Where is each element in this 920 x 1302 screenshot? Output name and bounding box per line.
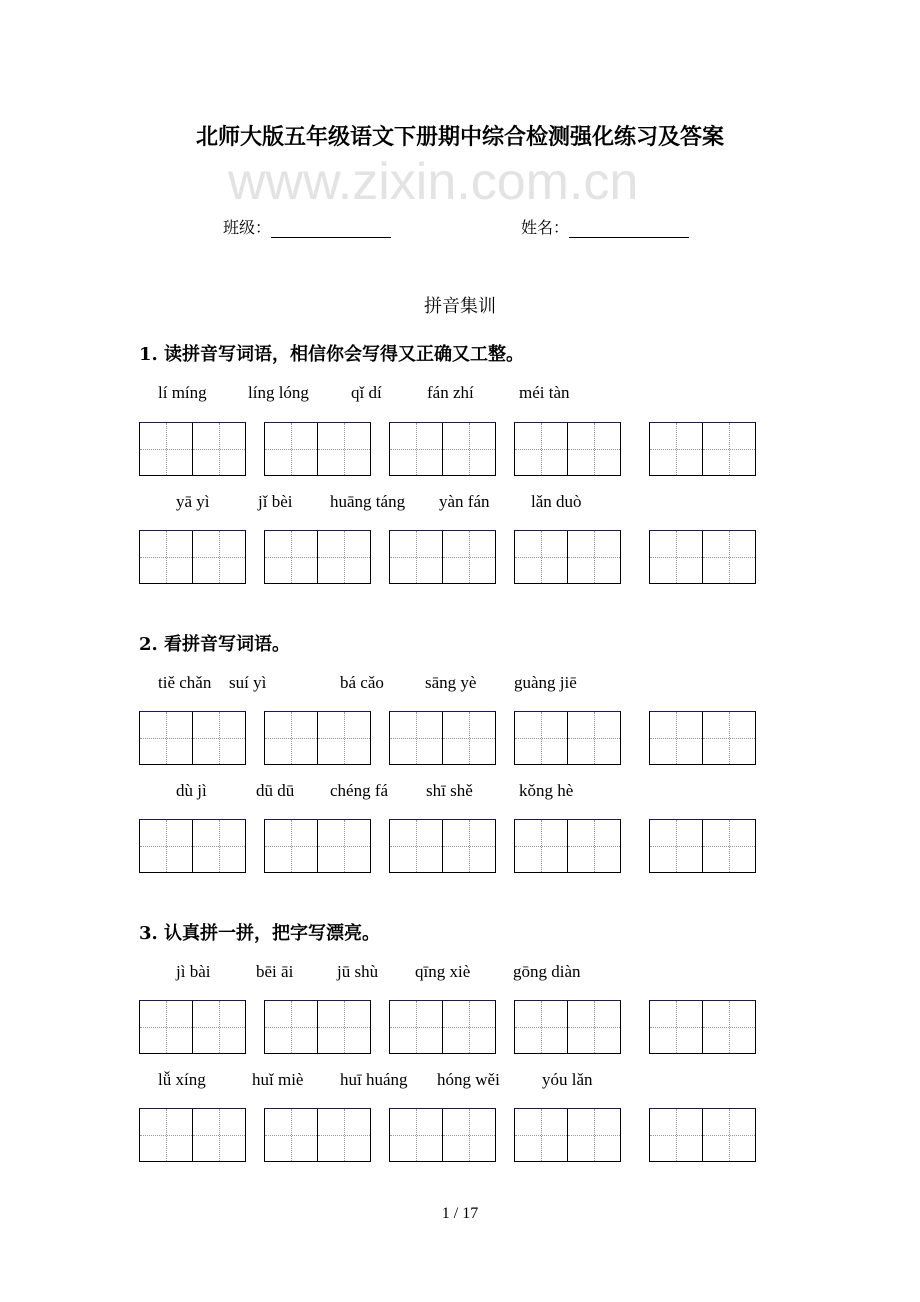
pinyin-label: hóng wěi bbox=[437, 1070, 500, 1089]
character-cell[interactable] bbox=[390, 712, 442, 764]
pinyin-label: sāng yè bbox=[425, 673, 477, 692]
character-cell[interactable] bbox=[140, 820, 192, 872]
writing-grid-box[interactable] bbox=[264, 530, 371, 584]
writing-grid-box[interactable] bbox=[389, 819, 496, 873]
character-cell[interactable] bbox=[442, 531, 495, 583]
section-heading: 拼音集训 bbox=[424, 296, 496, 317]
character-cell[interactable] bbox=[140, 712, 192, 764]
pinyin-label: lǎn duò bbox=[531, 492, 582, 511]
writing-grid-box[interactable] bbox=[649, 1108, 756, 1162]
character-cell[interactable] bbox=[390, 423, 442, 475]
character-cell[interactable] bbox=[192, 1109, 245, 1161]
character-cell[interactable] bbox=[192, 1001, 245, 1053]
character-cell[interactable] bbox=[192, 712, 245, 764]
pinyin-label: jū shù bbox=[337, 962, 379, 981]
pinyin-label: fán zhí bbox=[427, 383, 474, 402]
name-blank[interactable] bbox=[569, 221, 689, 238]
character-cell[interactable] bbox=[442, 423, 495, 475]
pinyin-label: chéng fá bbox=[330, 781, 389, 800]
pinyin-label: bá cǎo bbox=[340, 673, 384, 692]
pinyin-label: suí yì bbox=[229, 673, 267, 692]
class-label: 班级： bbox=[223, 218, 272, 237]
pinyin-label: qǐ dí bbox=[351, 383, 382, 402]
character-cell[interactable] bbox=[192, 423, 245, 475]
writing-grid-box[interactable] bbox=[139, 422, 246, 476]
character-cell[interactable] bbox=[390, 1001, 442, 1053]
pinyin-label: jǐ bèi bbox=[258, 492, 293, 511]
writing-grid-box[interactable] bbox=[514, 1108, 621, 1162]
character-cell[interactable] bbox=[567, 531, 620, 583]
character-cell[interactable] bbox=[390, 531, 442, 583]
writing-grid-box[interactable] bbox=[514, 1000, 621, 1054]
character-cell[interactable] bbox=[702, 712, 755, 764]
question-heading: 2. 看拼音写词语。 bbox=[139, 634, 291, 655]
page-title: 北师大版五年级语文下册期中综合检测强化练习及答案 bbox=[195, 124, 724, 150]
pinyin-label: jì bài bbox=[176, 962, 211, 981]
character-cell[interactable] bbox=[442, 1001, 495, 1053]
character-cell[interactable] bbox=[442, 1109, 495, 1161]
writing-grid-box[interactable] bbox=[649, 1000, 756, 1054]
writing-grid-box[interactable] bbox=[264, 1000, 371, 1054]
character-cell[interactable] bbox=[650, 1109, 702, 1161]
pinyin-label: líng lóng bbox=[248, 383, 309, 402]
pinyin-label: yóu lǎn bbox=[542, 1070, 593, 1089]
character-cell[interactable] bbox=[702, 423, 755, 475]
character-cell[interactable] bbox=[650, 423, 702, 475]
pinyin-label: yàn fán bbox=[439, 492, 490, 511]
writing-grid-box[interactable] bbox=[139, 711, 246, 765]
character-cell[interactable] bbox=[515, 1109, 567, 1161]
pinyin-label: gōng diàn bbox=[513, 962, 581, 981]
character-cell[interactable] bbox=[515, 531, 567, 583]
pinyin-label: dù jì bbox=[176, 781, 207, 800]
writing-grid-box[interactable] bbox=[389, 1108, 496, 1162]
character-cell[interactable] bbox=[265, 1109, 317, 1161]
pinyin-label: bēi āi bbox=[256, 962, 294, 981]
character-cell[interactable] bbox=[515, 1001, 567, 1053]
writing-grid-box[interactable] bbox=[264, 422, 371, 476]
character-cell[interactable] bbox=[567, 1109, 620, 1161]
name-field bbox=[521, 215, 689, 238]
character-cell[interactable] bbox=[192, 531, 245, 583]
character-cell[interactable] bbox=[390, 820, 442, 872]
pinyin-label: huāng táng bbox=[330, 492, 406, 511]
character-cell[interactable] bbox=[567, 1001, 620, 1053]
character-cell[interactable] bbox=[567, 820, 620, 872]
writing-grid-box[interactable] bbox=[389, 1000, 496, 1054]
character-cell[interactable] bbox=[317, 1001, 370, 1053]
pinyin-label: yā yì bbox=[176, 492, 210, 511]
character-cell[interactable] bbox=[702, 820, 755, 872]
character-cell[interactable] bbox=[702, 1109, 755, 1161]
writing-grid-box[interactable] bbox=[649, 422, 756, 476]
writing-grid-box[interactable] bbox=[514, 711, 621, 765]
character-cell[interactable] bbox=[265, 820, 317, 872]
character-cell[interactable] bbox=[265, 1001, 317, 1053]
question-heading: 3. 认真拼一拼，把字写漂亮。 bbox=[139, 923, 381, 944]
pinyin-label: huǐ miè bbox=[252, 1070, 304, 1089]
pinyin-label: huī huáng bbox=[340, 1070, 408, 1089]
writing-grid-box[interactable] bbox=[514, 422, 621, 476]
character-cell[interactable] bbox=[317, 1109, 370, 1161]
pinyin-label: qīng xiè bbox=[415, 962, 471, 981]
character-cell[interactable] bbox=[567, 712, 620, 764]
character-cell[interactable] bbox=[650, 1001, 702, 1053]
character-cell[interactable] bbox=[317, 423, 370, 475]
writing-grid-box[interactable] bbox=[139, 819, 246, 873]
class-blank[interactable] bbox=[271, 221, 391, 238]
character-cell[interactable] bbox=[515, 820, 567, 872]
writing-grid-box[interactable] bbox=[514, 819, 621, 873]
pinyin-label: lí míng bbox=[158, 383, 207, 402]
character-cell[interactable] bbox=[140, 531, 192, 583]
writing-grid-box[interactable] bbox=[649, 819, 756, 873]
pinyin-label: shī shě bbox=[426, 781, 473, 800]
pinyin-label: lǚ xíng bbox=[158, 1070, 206, 1089]
character-cell[interactable] bbox=[650, 712, 702, 764]
writing-grid-box[interactable] bbox=[389, 711, 496, 765]
name-label: 姓名： bbox=[521, 218, 570, 237]
character-cell[interactable] bbox=[650, 531, 702, 583]
character-cell[interactable] bbox=[702, 531, 755, 583]
pinyin-label: méi tàn bbox=[519, 383, 570, 402]
pinyin-label: tiě chǎn bbox=[158, 673, 212, 692]
writing-grid-box[interactable] bbox=[264, 711, 371, 765]
character-cell[interactable] bbox=[265, 712, 317, 764]
character-cell[interactable] bbox=[442, 712, 495, 764]
character-cell[interactable] bbox=[515, 712, 567, 764]
character-cell[interactable] bbox=[702, 1001, 755, 1053]
writing-grid-box[interactable] bbox=[264, 1108, 371, 1162]
writing-grid-box[interactable] bbox=[389, 530, 496, 584]
character-cell[interactable] bbox=[265, 531, 317, 583]
character-cell[interactable] bbox=[442, 820, 495, 872]
character-cell[interactable] bbox=[140, 423, 192, 475]
pinyin-label: guàng jiē bbox=[514, 673, 577, 692]
class-field bbox=[223, 215, 391, 238]
page-number: 1 / 17 bbox=[441, 1205, 479, 1222]
question-heading: 1. 读拼音写词语，相信你会写得又正确又工整。 bbox=[139, 344, 525, 365]
character-cell[interactable] bbox=[317, 820, 370, 872]
character-cell[interactable] bbox=[567, 423, 620, 475]
pinyin-label: kǒng hè bbox=[519, 781, 574, 800]
character-cell[interactable] bbox=[317, 531, 370, 583]
writing-grid-box[interactable] bbox=[264, 819, 371, 873]
character-cell[interactable] bbox=[650, 820, 702, 872]
writing-grid-box[interactable] bbox=[139, 1000, 246, 1054]
watermark: www.zixin.com.cn bbox=[228, 153, 639, 211]
writing-grid-box[interactable] bbox=[649, 711, 756, 765]
character-cell[interactable] bbox=[515, 423, 567, 475]
character-cell[interactable] bbox=[390, 1109, 442, 1161]
character-cell[interactable] bbox=[192, 820, 245, 872]
writing-grid-box[interactable] bbox=[139, 1108, 246, 1162]
character-cell[interactable] bbox=[140, 1109, 192, 1161]
pinyin-label: dū dū bbox=[256, 781, 295, 800]
character-cell[interactable] bbox=[265, 423, 317, 475]
writing-grid-box[interactable] bbox=[139, 530, 246, 584]
writing-grid-box[interactable] bbox=[514, 530, 621, 584]
writing-grid-box[interactable] bbox=[389, 422, 496, 476]
character-cell[interactable] bbox=[317, 712, 370, 764]
writing-grid-box[interactable] bbox=[649, 530, 756, 584]
character-cell[interactable] bbox=[140, 1001, 192, 1053]
